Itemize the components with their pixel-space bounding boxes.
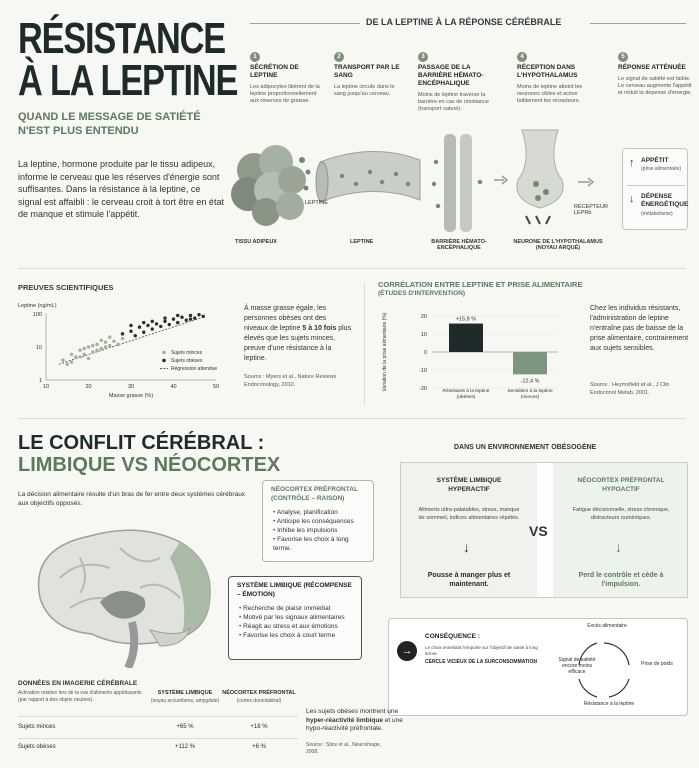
- blood-vessel-icon: [316, 151, 420, 202]
- step-number: 5: [618, 52, 628, 62]
- evidence-text: [244, 304, 352, 364]
- data-point: [151, 327, 154, 330]
- row-neocortex-value: +6 %: [252, 744, 266, 750]
- divider: [250, 23, 360, 24]
- legend-label: Sujets minces: [171, 350, 203, 356]
- main-subtitle: QUAND LE MESSAGE DE SATIÉTÉ N'EST PLUS ENTENDU: [18, 111, 201, 137]
- step-title: RÉCEPTION DANS L'HYPOTHALAMUS: [517, 64, 578, 79]
- divider: [18, 268, 686, 269]
- barrier-icon: [432, 134, 482, 232]
- data-point: [189, 317, 192, 320]
- bar: [449, 324, 483, 352]
- obesogenic-panel: [400, 462, 688, 598]
- legend-label: Régression attendue: [171, 366, 218, 372]
- data-point: [95, 348, 98, 351]
- row-label: Sujets obèses: [18, 744, 56, 750]
- data-point: [168, 323, 171, 326]
- step-2: [334, 52, 404, 98]
- consequence-subtitle: CERCLE VICIEUX DE LA SURCONSOMMATION: [425, 659, 537, 665]
- label-receptor: RÉCEPTEUR LEPRb: [574, 204, 608, 216]
- obesogenic-title: DANS UN ENVIRONNEMENT OBÉSOGÈNE: [454, 444, 597, 451]
- col-neocortex: NÉOCORTEX PRÉFRONTAL: [222, 690, 296, 696]
- neocortex-hypo-text: Fatigue décisionnelle, stress chronique, distracteurs numériques.: [572, 507, 670, 521]
- neocortex-box: [262, 480, 374, 562]
- vs-label: VS: [529, 523, 548, 539]
- list-item: • Motivé par les signaux alimentaires: [239, 613, 355, 622]
- divider: [590, 23, 686, 24]
- step-number: 2: [334, 52, 344, 62]
- data-point: [129, 324, 132, 327]
- appetite-sub: (prise alimentaire): [641, 166, 682, 172]
- data-point: [189, 314, 192, 317]
- evidence-text-post: plus élevés que les sujets minces, preuve d'une résistance à la leptine.: [244, 325, 352, 362]
- correlation-subtitle: (ÉTUDES D'INTERVENTION): [378, 290, 466, 297]
- divider: [18, 716, 298, 717]
- data-point: [100, 347, 103, 350]
- data-point: [129, 330, 132, 333]
- legend-marker: [162, 351, 166, 355]
- col-limbic-sub: (noyau accumbens, amygdale): [150, 698, 220, 704]
- step-title: TRANSPORT PAR LE SANG: [334, 64, 400, 79]
- correlation-title: CORRÉLATION ENTRE LEPTINE ET PRISE ALIMENTAIRE: [378, 280, 583, 289]
- conflict-intro: La décision alimentaire résulte d'un bras de fer entre deux systèmes cérébraux aux objectifs opposés.: [18, 491, 246, 507]
- step-4: [517, 52, 597, 105]
- data-point: [180, 315, 183, 318]
- limbic-list: [229, 599, 361, 640]
- data-point: [117, 343, 120, 346]
- label-neuron: NEURONE DE L'HYPOTHALAMUS (NOYAU ARQUÉ): [513, 239, 603, 251]
- data-point: [83, 353, 86, 356]
- data-point: [66, 363, 69, 366]
- step-text: Moins de leptine traverse la barrière en cas de résistance (transport saturé).: [418, 92, 489, 112]
- data-point: [159, 325, 162, 328]
- imaging-subtitle: Activation relative lors de la vue d'aliments appétissants (par rapport à des objets neutres).: [18, 690, 142, 703]
- adipose-tissue-icon: [231, 145, 311, 226]
- arrow-down-icon: ↓: [615, 539, 622, 555]
- evidence-title: PREUVES SCIENTIFIQUES: [18, 283, 114, 292]
- list-item: • Analyse, planification: [273, 508, 367, 517]
- data-point: [193, 316, 196, 319]
- bar-value-label: -12,4 %: [520, 378, 540, 385]
- arrow-down-icon: ↓: [463, 539, 470, 555]
- row-limbic-value: +65 %: [176, 724, 194, 730]
- list-item: • Inhibe les impulsions: [273, 526, 367, 535]
- data-point: [134, 334, 137, 337]
- scatter-chart: [16, 298, 234, 406]
- data-point: [104, 340, 107, 343]
- consequence-title: CONSÉQUENCE :: [425, 633, 480, 640]
- row-neocortex-value: +18 %: [250, 724, 268, 730]
- neocortex-hypo-result: Perd le contrôle et cède à l'impulsion.: [578, 572, 664, 588]
- data-point: [87, 345, 90, 348]
- legend-marker: [162, 359, 166, 363]
- data-point: [100, 339, 103, 342]
- data-point: [112, 339, 115, 342]
- list-item: • Anticipe les conséquences: [273, 517, 367, 526]
- data-point: [155, 322, 158, 325]
- data-point: [104, 345, 107, 348]
- data-point: [163, 316, 166, 319]
- correlation-text: Chez les individus résistants, l'administration de leptine n'entraîne pas de baisse de la prise alimentaire, contrairement aux sujets sensibles.: [590, 305, 689, 352]
- pathway-illustration: [222, 122, 624, 240]
- data-point: [176, 321, 179, 324]
- limbic-hyper-text: Aliments ultra-palatables, stress, manque de sommeil, indices alimentaires répétés.: [418, 507, 520, 521]
- step-title: PASSAGE DE LA BARRIÈRE HÉMATO-ENCÉPHALIQUE: [418, 64, 484, 87]
- data-point: [70, 360, 73, 363]
- list-item: • Recherche de plaisir immédiat: [239, 604, 355, 613]
- arrow-up-icon: ↑: [629, 157, 635, 169]
- step-text: La leptine circule dans le sang jusqu'au cerveau.: [334, 84, 395, 97]
- col-neocortex-sub: (cortex dorsolatéral): [236, 698, 282, 704]
- list-item: • Favorise les choix à court terme: [239, 631, 355, 640]
- bar: [513, 352, 547, 374]
- brain-illustration: [20, 518, 220, 668]
- data-point: [61, 358, 64, 361]
- y-axis-label: Variation de la prise alimentaire (%): [382, 312, 388, 392]
- label-barrier: BARRIÈRE HÉMATO-ENCÉPHALIQUE: [431, 239, 487, 251]
- arrow-right-icon: →: [397, 641, 417, 661]
- limbic-title: SYSTÈME LIMBIQUE (RÉCOMPENSE – ÉMOTION): [237, 582, 352, 598]
- list-item: • Réagit au stress et aux émotions: [239, 622, 355, 631]
- imaging-note-pre: Les sujets obèses montrent une: [306, 708, 399, 715]
- bar-chart: [376, 300, 564, 408]
- outcome-box: [622, 148, 688, 230]
- bar-value-label: +15,8 %: [455, 316, 477, 323]
- limbic-hyper-result: Pousse à manger plus et maintenant.: [427, 572, 511, 588]
- step-5: [618, 52, 692, 97]
- x-tick-label: Résistants à la leptine (obèses): [442, 389, 490, 400]
- consequence-box: [388, 618, 688, 716]
- legend-label: Sujets obèses: [171, 358, 203, 364]
- imaging-note-bold: hyper-réactivité limbique: [306, 716, 383, 724]
- pathway-title: DE LA LEPTINE À LA RÉPONSE CÉRÉBRALE: [366, 17, 562, 27]
- conflict-title-line1: LE CONFLIT CÉRÉBRAL :: [18, 432, 265, 454]
- neocortex-list: [263, 503, 373, 553]
- divider: [18, 738, 298, 739]
- data-point: [87, 357, 90, 360]
- y-axis-label: Leptine (ng/mL): [18, 303, 57, 309]
- data-point: [108, 335, 111, 338]
- limbic-hyper-title: SYSTÈME LIMBIQUE HYPERACTIF: [436, 477, 502, 493]
- y-tick-label: -10: [419, 368, 427, 374]
- expense-title: DÉPENSE ÉNERGÉTIQUE: [641, 193, 689, 208]
- data-point: [91, 344, 94, 347]
- x-tick-label: 50: [212, 384, 220, 390]
- x-tick-label: 20: [85, 384, 92, 390]
- row-label: Sujets minces: [18, 724, 56, 730]
- x-tick-label: 40: [170, 384, 177, 390]
- data-point: [83, 347, 86, 350]
- cycle-step-4: Signal de satiété encore moins efficace: [558, 657, 596, 675]
- data-point: [78, 348, 81, 351]
- data-point: [146, 324, 149, 327]
- conflict-title: [18, 432, 280, 476]
- data-point: [91, 350, 94, 353]
- divider: [627, 185, 685, 186]
- row-limbic-value: +112 %: [174, 744, 196, 750]
- step-1: [250, 52, 320, 105]
- divider: [18, 418, 686, 419]
- step-text: Les adipocytes libèrent de la leptine proportionnellement aux réserves de graisse.: [250, 84, 320, 104]
- x-tick-label: 30: [127, 384, 135, 390]
- neocortex-hypo-title: NÉOCORTEX PRÉFRONTAL HYPOACTIF: [577, 477, 665, 493]
- step-title: SÉCRÉTION DE LEPTINE: [250, 64, 299, 79]
- label-leptin: LEPTINE: [350, 239, 374, 245]
- evidence-text-bold: 5 à 10 fois: [302, 325, 337, 332]
- limbic-box: [228, 576, 362, 660]
- y-tick-label: 20: [420, 314, 427, 320]
- y-tick-label: 10: [420, 332, 427, 338]
- data-point: [108, 344, 111, 347]
- evidence-source: Source : Myers et al., Nature Reviews Endocrinology, 2010.: [244, 374, 337, 388]
- imaging-note-mid: et une hypo-réactivité préfrontale.: [306, 716, 403, 732]
- col-limbic: SYSTÈME LIMBIQUE: [157, 690, 213, 696]
- step-title: RÉPONSE ATTÉNUÉE: [618, 64, 686, 71]
- y-tick-label: 100: [32, 312, 42, 318]
- list-item: • Favorise les choix à long terme.: [273, 535, 367, 553]
- x-tick-label: 10: [42, 384, 50, 390]
- data-point: [151, 320, 154, 323]
- expense-sub: (métabolisme): [641, 211, 673, 217]
- y-tick-label: 1: [38, 378, 42, 384]
- data-point: [163, 320, 166, 323]
- data-point: [202, 315, 205, 318]
- data-point: [176, 314, 179, 317]
- data-point: [74, 355, 77, 358]
- imaging-note: [306, 708, 412, 734]
- divider: [364, 282, 365, 406]
- step-3: [418, 52, 500, 113]
- label-adipose: TISSU ADIPEUX: [235, 239, 277, 245]
- correlation-source: Source : Heymsfield et al., J Clin Endocrinol Metab, 2001.: [590, 382, 670, 396]
- evidence-text-pre: À masse grasse égale, les personnes obèses ont des niveaux de leptine: [244, 305, 327, 332]
- data-point: [142, 331, 145, 334]
- data-point: [172, 317, 175, 320]
- data-point: [138, 325, 141, 328]
- data-point: [197, 313, 200, 316]
- arrow-down-icon: ↓: [629, 193, 635, 205]
- main-title: RÉSISTANCE À LA LEPTINE: [18, 14, 238, 105]
- data-point: [95, 343, 98, 346]
- imaging-title: DONNÉES EN IMAGERIE CÉRÉBRALE: [18, 680, 138, 687]
- step-text: Moins de leptine atteint les neurones cibles et active faiblement les récepteurs.: [517, 84, 583, 104]
- x-tick-label: Sensibles à la leptine (minces): [507, 389, 553, 400]
- y-tick-label: 0: [423, 350, 427, 356]
- leptin-label: LEPTINE: [305, 200, 328, 206]
- step-number: 4: [517, 52, 527, 62]
- intro-text: La leptine, hormone produite par le tissu adipeux, informe le cerveau que les réserves d'énergie sont suffisantes. Dans la résistance à la leptine, ce signal est affaibli : le cerveau croit à tort être en état de manque et stimule l'appétit.: [18, 159, 224, 219]
- imaging-source: Source : Stice et al., NeuroImage, 2008.: [306, 742, 382, 755]
- data-point: [78, 355, 81, 358]
- data-point: [121, 337, 124, 340]
- cycle-step-2: Prise de poids: [641, 661, 673, 667]
- data-point: [142, 321, 145, 324]
- y-tick-label: 10: [35, 345, 42, 351]
- x-axis-label: Masse grasse (%): [108, 393, 154, 399]
- data-point: [70, 353, 73, 356]
- conflict-title-line2: LIMBIQUE VS NÉOCORTEX: [18, 454, 281, 476]
- neocortex-title: NÉOCORTEX PRÉFRONTAL (CONTRÔLE – RAISON): [271, 486, 358, 502]
- data-point: [121, 332, 124, 335]
- consequence-text: Le choix immédiat l'emporte sur l'objectif de santé à long terme.: [425, 645, 538, 656]
- neuron-icon: [517, 130, 563, 224]
- cycle-step-1: Excès alimentaire: [587, 623, 627, 629]
- step-number: 1: [250, 52, 260, 62]
- step-text: Le signal de satiété est faible. Le cerveau augmente l'appétit et réduit la dépense d'énergie.: [618, 76, 692, 96]
- data-point: [185, 318, 188, 321]
- appetite-title: APPÉTIT: [641, 157, 669, 164]
- y-tick-label: -20: [419, 386, 427, 392]
- step-number: 3: [418, 52, 428, 62]
- cycle-step-3: Résistance à la leptine: [583, 701, 635, 707]
